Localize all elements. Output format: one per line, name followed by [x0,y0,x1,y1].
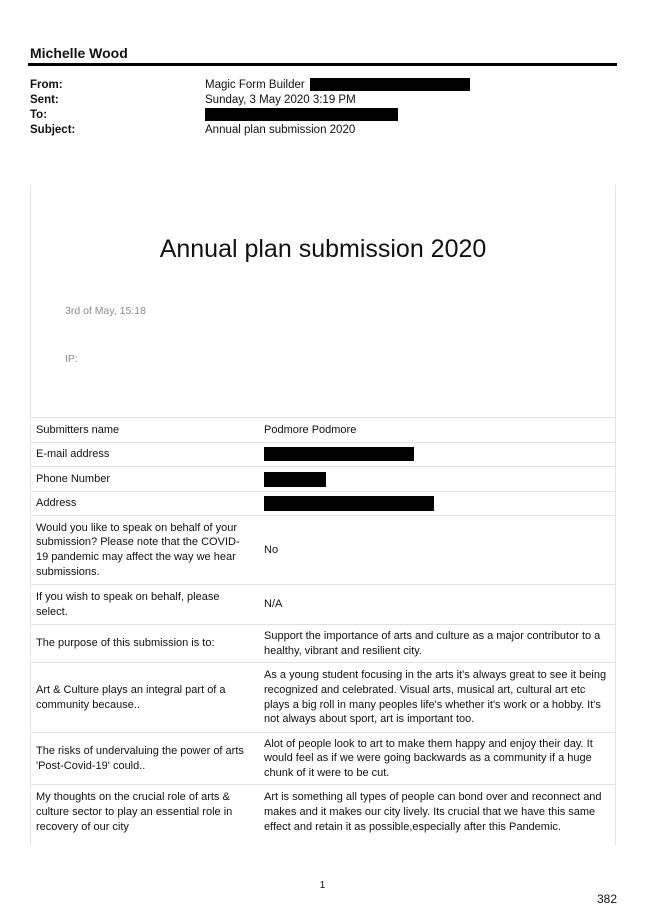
table-row [31,585,615,625]
to-row [30,108,620,123]
redaction-block [264,496,434,511]
answer-cell: Podmore Podmore [257,418,615,443]
answer-cell [257,443,615,467]
subject-row [30,123,620,138]
question-cell: E-mail address [31,443,257,467]
question-cell: Phone Number [31,467,257,492]
answer-cell [257,467,615,492]
to-value [205,108,398,123]
form-title: Annual plan submission 2020 [159,235,487,263]
from-row [30,78,620,93]
answer-cell: N/A [257,585,615,625]
table-row [31,663,615,733]
question-cell: Submitters name [31,418,257,443]
redaction-block [310,78,470,91]
subject-value: Annual plan submission 2020 [205,124,356,136]
form-card [30,185,616,845]
sent-label: Sent: [30,94,59,106]
question-cell: Address [31,492,257,516]
answer-cell [257,492,615,516]
answer-cell: As a young student focusing in the arts it's always great to see it being recognized and celebrated. Visual arts, musical art, cultural art etc plays a big roll in many peoples life's whether it's work or a hobby. It's not always about sport, art is important too. [257,663,615,733]
document-number: 382 [596,892,617,906]
ip-label: IP: [65,353,78,365]
sent-value: Sunday, 3 May 2020 3:19 PM [205,94,356,106]
answer-cell: Alot of people look to art to make them happy and enjoy their day. It would feel as if we were going backwards as a community if a huge chunk of it were to be cut. [257,733,615,785]
answer-cell: Art is something all types of people can bond over and reconnect and makes and it makes our city lively. Its crucial that we have this same effect and retain it as possible,especially after this Pandemic. [257,785,615,840]
from-label: From: [30,79,63,91]
from-value [205,78,470,93]
question-cell: Art & Culture plays an integral part of a community because.. [31,663,257,733]
submission-date: 3rd of May, 15:18 [65,305,146,317]
redaction-block [264,472,326,487]
table-row [31,443,615,467]
table-row [31,418,615,443]
question-cell: My thoughts on the crucial role of arts & culture sector to play an essential role in recovery of our city [31,785,257,840]
page-number: 1 [319,880,326,891]
question-cell: Would you like to speak on behalf of your submission? Please note that the COVID-19 pandemic may affect the way we hear submissions. [31,516,257,585]
sender-name: Michelle Wood [30,45,128,61]
table-row [31,785,615,840]
subject-label: Subject: [30,124,76,136]
to-label: To: [30,109,48,121]
table-row [31,625,615,663]
email-header [30,78,620,138]
redaction-block [205,108,398,121]
question-cell: The purpose of this submission is to: [31,625,257,663]
question-cell: If you wish to speak on behalf, please select. [31,585,257,625]
sent-row [30,93,620,108]
table-row [31,492,615,516]
answer-cell: No [257,516,615,585]
redaction-block [264,447,414,461]
table-row [31,733,615,785]
header-divider [28,63,617,66]
answers-table [31,417,615,840]
answer-cell: Support the importance of arts and culture as a major contributor to a healthy, vibrant and resilient city. [257,625,615,663]
from-sender: Magic Form Builder [205,79,305,91]
table-row [31,516,615,585]
table-row [31,467,615,492]
question-cell: The risks of undervaluing the power of arts 'Post-Covid-19' could.. [31,733,257,785]
